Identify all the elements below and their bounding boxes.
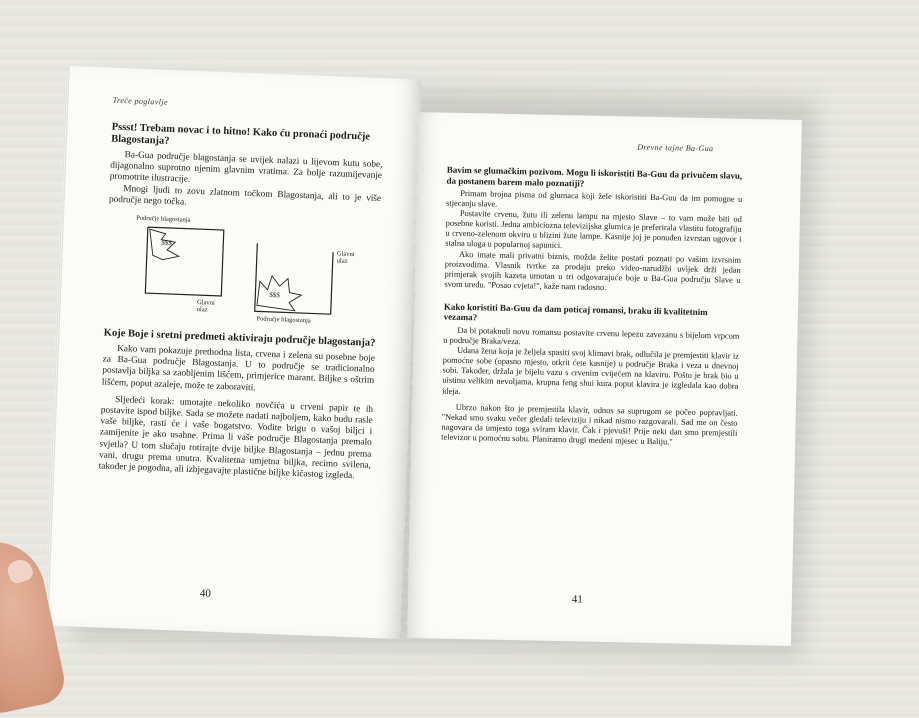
left-paragraph-2: Mnogi ljudi to zovu zlatnom točkom Blagostanja, ali to je više područje nego točka. bbox=[108, 183, 382, 208]
money-symbol-left: $$$ bbox=[161, 238, 172, 248]
left-paragraph-4: Sljedeći korak: umotajte nekoliko novčića u crveni papir te ih postavite ispod biljke. Sada se možete nadati najboljem, kako budu rasle vaše biljke, rasti će i vaše bogatstvo. Vodite brigu o vašoj biljci i zamijenite je ako usahne. Prima li vaše područje Blagostanja premalo svjetla? U tom slučaju rotirajte dvije biljke Blagostanja – jednu prema vani, drugu prema unutra. Kvalitetna umjetna biljka, recimo svilena, također je pogodna, ali izbjegavajte plastične biljke kičastog izgleda. bbox=[98, 394, 374, 482]
diagram-room-right bbox=[255, 243, 334, 314]
right-heading-2: Kako koristiti Ba-Guu da dam poticaj romansi, braku ili kvalitetnim vezama? bbox=[443, 301, 708, 323]
right-paragraph-4: Da bi potaknuli novu romansu postavite crvenu lepezu zavezanu s bijelom vrpcom u područje Braka/veza. bbox=[443, 325, 740, 347]
diagram-label-right-entry: Glavni ulaz bbox=[336, 250, 355, 265]
left-heading-1: Pssst! Trebam novac i to hitno! Kako ću pronaći područje Blagostanja? bbox=[111, 121, 371, 147]
left-page-number: 40 bbox=[199, 587, 212, 600]
money-symbol-right: $$$ bbox=[269, 290, 281, 300]
right-page-number: 41 bbox=[571, 593, 583, 606]
ba-gua-diagram bbox=[104, 214, 380, 328]
right-running-head: Drevne tajne Ba-Gua bbox=[637, 142, 714, 154]
diagram-room-left bbox=[145, 227, 223, 296]
right-page bbox=[407, 112, 802, 646]
left-running-head: Treće poglavlje bbox=[112, 95, 169, 107]
left-page-text bbox=[98, 122, 383, 483]
right-paragraph-3: Ako imate mali privatni biznis, možda želite postati poznati po vašim izvrsnim proizvodima. Vlasnik tvrtke za prodaju preko video-narudžbi uvijek drži jedan primjerak svojih kazeta umotan u tri odgovarajuće boje u Ba-Gua području Slave u svom uredu. "Posao cvjeta!", kaže nam radosno. bbox=[444, 249, 742, 292]
left-heading-2: Koje Boje i sretni predmeti aktiviraju područje blagostanja? bbox=[103, 327, 376, 349]
diagram-label-bottom: Područje blagostanja bbox=[256, 315, 311, 325]
diagram-label-top: Područje blagostanja bbox=[136, 214, 191, 224]
right-paragraph-2: Postavite crvenu, žutu ili zelenu lampu na mjesto Slave – to vam može biti od posebne koristi. Jedna ambiciozna televizijska glumica je preferirala vlastitu fotografiju u crveno-zelenom okviru u blizini žute lampe. Kasnije joj je ponuđen izvrstan ugovor i stalna uloga u popularnoj sapunici. bbox=[445, 209, 742, 251]
right-page-text bbox=[441, 165, 743, 449]
left-paragraph-3: Kako vam pokazuje prethodna lista, crvena i zelena su posebne boje za Ba-Gua područje Blagostanja. U to područje se tradicionalno postavlja biljka sa zaobljenim lišćem, primjerice marant. Biljke s oštrim lišćem, poput azaleje, može te zaboraviti. bbox=[101, 344, 376, 393]
left-paragraph-1: Ba-Gua područje blagostanja se uvijek nalazi u lijevom kutu sobe, dijagonalno suprotno njenim glavnim vratima. Za bolje razumijevanje promotrite ilustracije. bbox=[109, 150, 383, 186]
right-heading-1: Bavim se glumačkim pozivom. Mogu li iskoristiti Ba-Guu da privučem slavu, da postanem barem malo poznatiji? bbox=[446, 164, 743, 188]
right-paragraph-6: Ubrzo nakon što je premjestila klavir, odnos sa suprugom se počeo popravljati. "Nekad smo svaku večer gledali televiziju i nikad nismo razgovarali. Sad me on često nagovara da umjesto toga sviram klavir. Čak i pjevuši! Prije neki dan smo premjestili televizor u pomoćnu sobu. Planiramo drugi medeni mjesec u Baliju." bbox=[441, 402, 738, 447]
diagram-label-left-entry: Glavni ulaz bbox=[196, 299, 215, 314]
right-paragraph-1: Primam brojna pisma od glumaca koji žele iskoristiti Ba-Guu da im pomogne u stjecanju slave. bbox=[446, 188, 743, 209]
left-page bbox=[49, 66, 422, 639]
right-paragraph-5: Udana žena koja je željela spasiti svoj klimavi brak, odlučila je premjestiti klavir iz pomoćne sobe (opasno mjesto, otkrit ćete kasnije) u područje Braka i veza u dnevnoj sobi. Također, držala je bijelu vazu s crvenim cvijećem na klaviru. Pošto je brak bio u uistinu velikim nevoljama, krupna feng shui kura poput klavira je izgledala kao dobra ideja. bbox=[442, 345, 740, 396]
diagram-drawing bbox=[104, 214, 380, 328]
